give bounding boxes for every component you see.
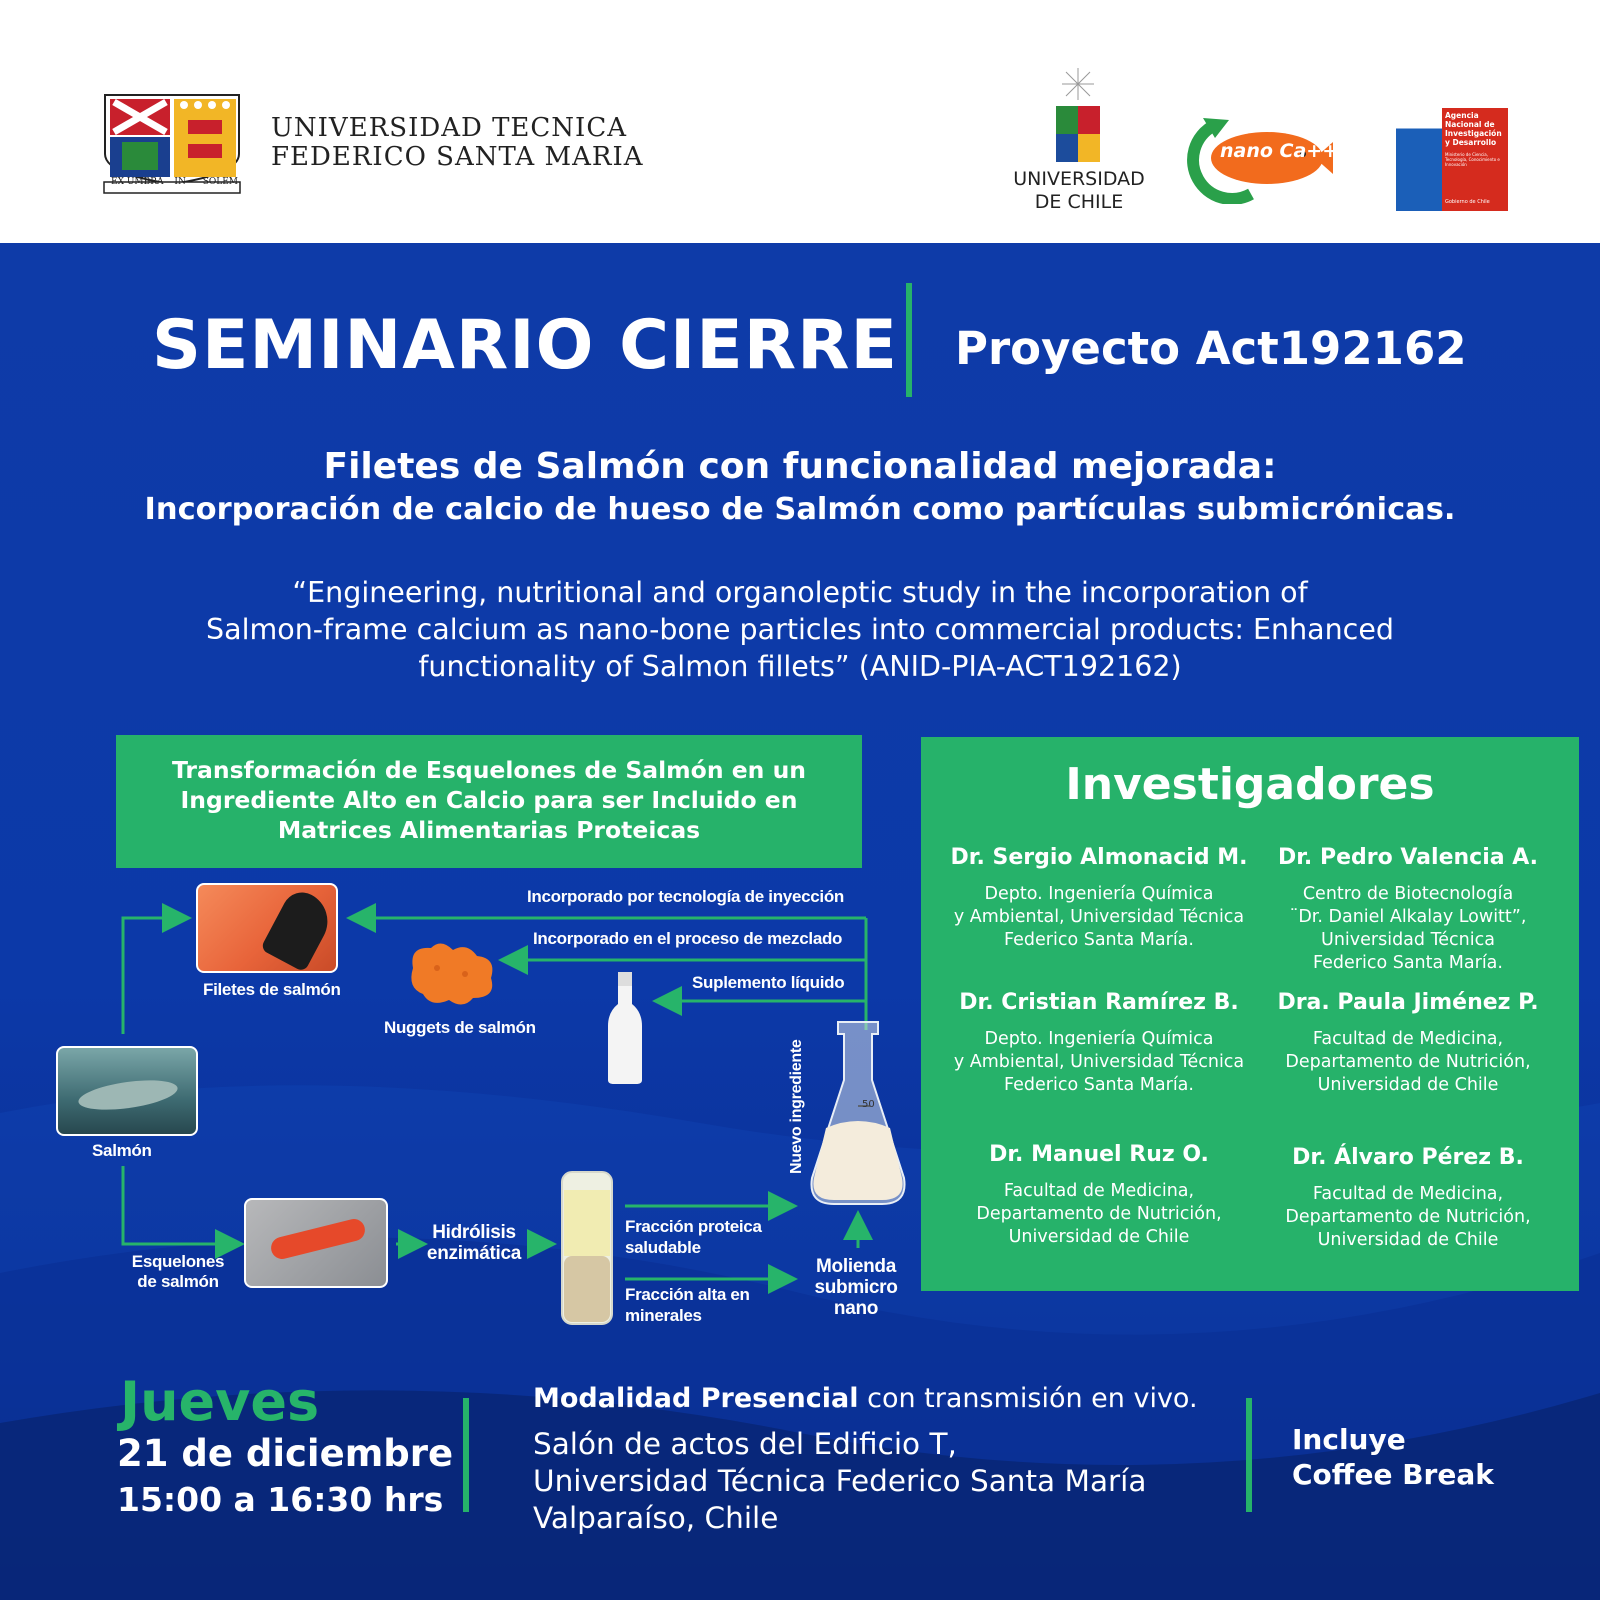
event-includes-line2: Coffee Break <box>1292 1458 1494 1491</box>
flask-image <box>808 1018 908 1208</box>
event-venue-line1: Salón de actos del Edificio T, <box>533 1427 957 1461</box>
label-mineral-fraction <box>625 1284 750 1326</box>
anid-title-line1: Agencia <box>1445 111 1479 120</box>
anid-title-line4: y Desarrollo <box>1445 138 1497 147</box>
seminar-title: SEMINARIO CIERRE <box>152 306 898 385</box>
usm-name-line1: UNIVERSIDAD TECNICA <box>271 113 627 143</box>
frame-shape <box>269 1217 367 1262</box>
event-includes <box>1292 1422 1494 1492</box>
label-protein-line2: saludable <box>625 1238 701 1257</box>
label-nuggets: Nuggets de salmón <box>384 1018 536 1037</box>
researcher-affiliation-2: Centro de Biotecnología ¨Dr. Daniel Alkalay Lowitt”, Universidad Técnica Federico Santa María. <box>1289 884 1527 973</box>
label-hydrolysis-line2: enzimática <box>426 1243 522 1264</box>
diagram-header-line2: Ingrediente Alto en Calcio para ser Incluido en <box>180 786 798 814</box>
researchers-panel <box>921 737 1579 1291</box>
label-skeletons-line2: de salmón <box>137 1272 219 1291</box>
event-venue-line2: Universidad Técnica Federico Santa María <box>533 1464 1147 1498</box>
project-code: Proyecto Act192162 <box>955 322 1467 375</box>
glove-shape <box>260 885 338 972</box>
skeletons-photo <box>244 1198 388 1288</box>
label-hydrolysis <box>418 1222 530 1264</box>
usm-motto: EX UMBRA IN SOLEM <box>111 177 239 187</box>
fish-shape <box>77 1075 180 1115</box>
label-mineral-line1: Fracción alta en <box>625 1285 750 1304</box>
researcher-affiliation-5: Facultad de Medicina, Departamento de Nutrición, Universidad de Chile <box>976 1181 1222 1247</box>
anid-ministry: Ministerio de Ciencia, Tecnología, Conocimiento e Innovación <box>1445 152 1500 167</box>
researcher-affiliation-3: Depto. Ingeniería Química y Ambiental, Universidad Técnica Federico Santa María. <box>953 1029 1245 1095</box>
label-skeletons <box>126 1252 230 1292</box>
event-venue-line3: Valparaíso, Chile <box>533 1501 779 1535</box>
label-mixing: Incorporado en el proceso de mezclado <box>533 929 843 948</box>
fillets-photo <box>196 883 338 973</box>
researcher-name-5: Dr. Manuel Ruz O. <box>989 1142 1209 1167</box>
english-title-line3: functionality of Salmon fillets” (ANID-PIA-ACT192162) <box>418 650 1182 683</box>
event-modality <box>533 1383 1198 1414</box>
english-title-line1: “Engineering, nutritional and organoleptic study in the incorporation of <box>292 576 1308 609</box>
anid-title-line2: Nacional de <box>1445 120 1495 129</box>
researcher-name-2: Dr. Pedro Valencia A. <box>1277 845 1539 870</box>
event-modality-bold: Modalidad Presencial <box>533 1383 859 1414</box>
researcher-name-3: Dr. Cristian Ramírez B. <box>959 990 1239 1015</box>
diagram-header-line3: Matrices Alimentarias Proteicas <box>277 816 701 844</box>
researchers-title: Investigadores <box>1065 759 1435 810</box>
researcher-affiliation-1: Depto. Ingeniería Química y Ambiental, Universidad Técnica Federico Santa María. <box>953 884 1245 950</box>
label-hydrolysis-line1: Hidrólisis <box>432 1222 516 1243</box>
event-day: Jueves <box>120 1370 320 1433</box>
label-new-ingredient: Nuevo ingrediente <box>788 1039 805 1174</box>
usm-name-line2: FEDERICO SANTA MARIA <box>271 142 644 172</box>
researcher-name-4: Dra. Paula Jiménez P. <box>1277 990 1539 1015</box>
event-time: 15:00 a 16:30 hrs <box>117 1480 444 1519</box>
label-milling <box>806 1256 906 1319</box>
label-skeletons-line1: Esquelones <box>131 1252 225 1271</box>
label-fillets: Filetes de salmón <box>203 980 341 999</box>
researcher-affiliation-6: Facultad de Medicina, Departamento de Nutrición, Universidad de Chile <box>1285 1184 1531 1250</box>
english-title-line2: Salmon-frame calcium as nano-bone particles into commercial products: Enhanced <box>206 613 1394 646</box>
anid-title-line3: Investigación <box>1445 129 1502 138</box>
label-injection: Incorporado por tecnología de inyección <box>527 887 845 906</box>
flask-graduation: 50 <box>862 1099 875 1110</box>
nuggets-image <box>407 938 499 1010</box>
bottle-image <box>606 970 644 1086</box>
label-salmon: Salmón <box>92 1141 152 1160</box>
label-milling-line1: Molienda <box>816 1256 896 1277</box>
subtitle-line1: Filetes de Salmón con funcionalidad mejorada: <box>323 446 1277 487</box>
researcher-name-1: Dr. Sergio Almonacid M. <box>950 845 1248 870</box>
label-milling-line2: submicro <box>814 1277 898 1298</box>
label-protein-fraction <box>625 1216 762 1258</box>
salmon-photo <box>56 1046 198 1136</box>
event-includes-line1: Incluye <box>1292 1423 1406 1456</box>
uchile-name-line1: UNIVERSIDAD <box>1013 168 1145 190</box>
researcher-affiliation-4: Facultad de Medicina, Departamento de Nutrición, Universidad de Chile <box>1285 1029 1531 1095</box>
subtitle-line2: Incorporación de calcio de hueso de Salmón como partículas submicrónicas. <box>144 492 1456 527</box>
uchile-name-line2: DE CHILE <box>1034 191 1124 213</box>
label-liquid: Suplemento líquido <box>692 973 845 992</box>
label-mineral-line2: minerales <box>625 1306 702 1325</box>
diagram-header-line1: Transformación de Esquelones de Salmón en un <box>171 756 807 784</box>
event-modality-rest: con transmisión en vivo. <box>858 1383 1198 1414</box>
test-tube-image <box>560 1170 614 1330</box>
label-protein-line1: Fracción proteica <box>625 1217 762 1236</box>
footer-divider-right <box>1246 1398 1252 1512</box>
nanoca-logo-text: nano Ca++ <box>1220 140 1339 162</box>
researcher-name-6: Dr. Álvaro Pérez B. <box>1292 1145 1524 1170</box>
label-milling-line3: nano <box>833 1298 879 1319</box>
event-date: 21 de diciembre <box>117 1432 454 1475</box>
event-venue <box>533 1426 1146 1537</box>
anid-government: Gobierno de Chile <box>1445 199 1490 205</box>
footer-divider-left <box>463 1398 469 1512</box>
